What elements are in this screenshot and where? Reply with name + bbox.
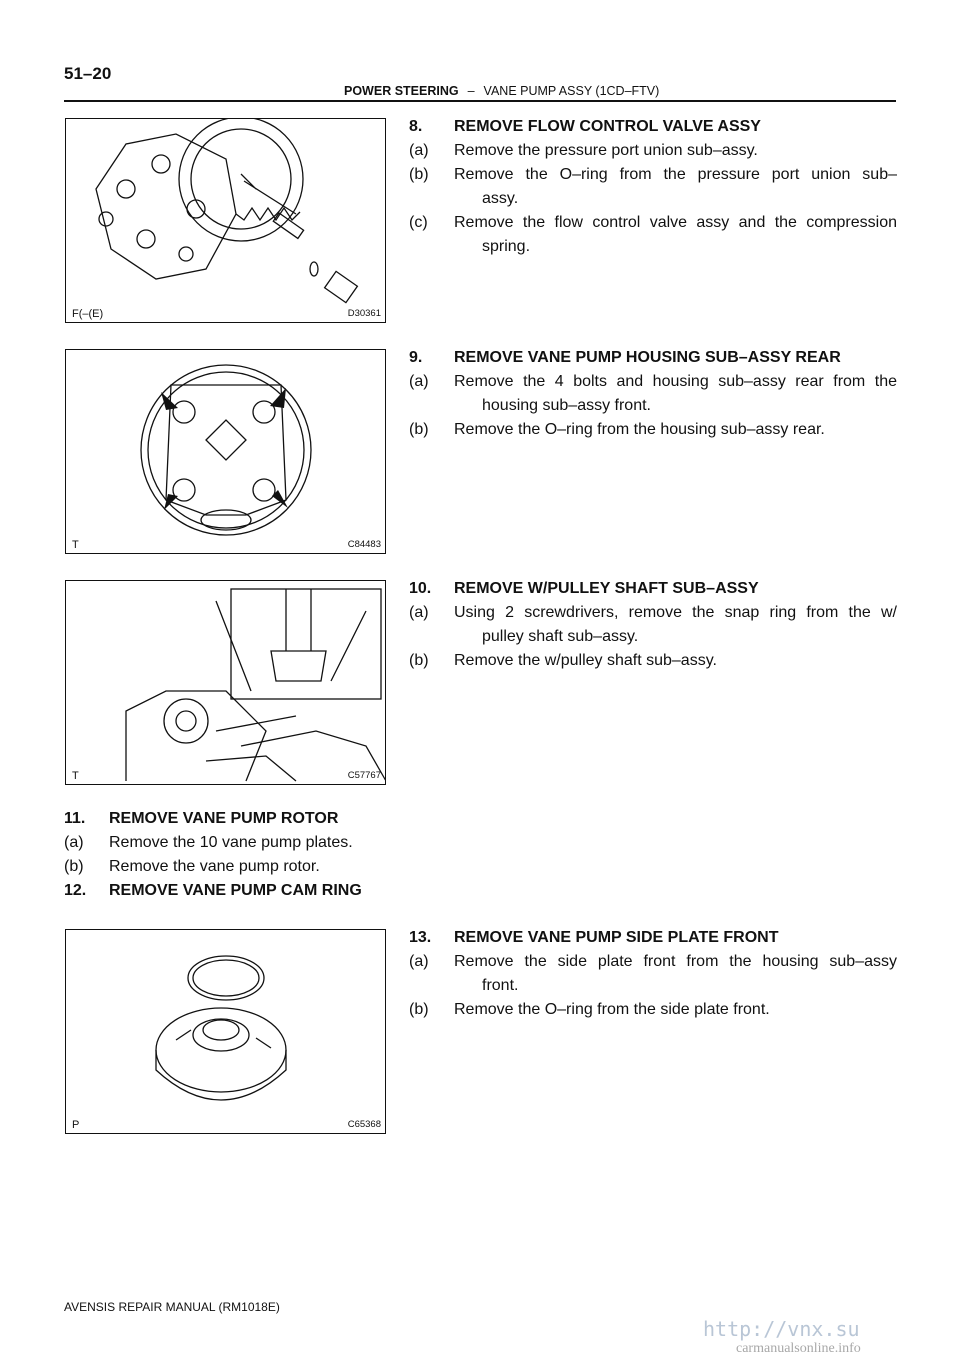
item-label: (b) (64, 858, 84, 875)
item-label: (b) (409, 652, 429, 669)
footer-manual-id: AVENSIS REPAIR MANUAL (RM1018E) (64, 1300, 280, 1314)
step-9 (409, 347, 897, 443)
item-label: (a) (64, 834, 84, 851)
item-text-cont: housing sub–assy front. (482, 397, 651, 414)
figure-code: C84483 (347, 539, 381, 550)
step-number: 10. (409, 580, 432, 597)
page-number: 51–20 (64, 64, 112, 83)
figure-corner-text: T (72, 770, 79, 782)
step-title: REMOVE VANE PUMP CAM RING (109, 882, 362, 899)
step-title: REMOVE VANE PUMP HOUSING SUB–ASSY REAR (454, 349, 841, 366)
item-label: (b) (409, 1001, 429, 1018)
header-subsection: VANE PUMP ASSY (1CD–FTV) (483, 84, 660, 98)
step-11 (64, 808, 394, 904)
figure-corner-text: P (72, 1119, 80, 1131)
step-number: 12. (64, 882, 87, 899)
item-text: Remove the side plate front from the housing sub–assy (454, 953, 897, 970)
side-plate-drawing (66, 930, 386, 1134)
step-title: REMOVE W/PULLEY SHAFT SUB–ASSY (454, 580, 759, 597)
figure-code: C57767 (347, 770, 381, 781)
header-rule (64, 100, 896, 102)
item-text: Remove the w/pulley shaft sub–assy. (454, 652, 717, 669)
step-number: 13. (409, 929, 432, 946)
item-text: Using 2 screwdrivers, remove the snap ring from the w/ (454, 604, 897, 621)
item-text-cont: spring. (482, 238, 531, 255)
item-label: (b) (409, 421, 429, 438)
figure-code: D30361 (347, 308, 381, 319)
figure-housing-rear (65, 349, 386, 554)
figure-side-plate (65, 929, 386, 1134)
item-label: (a) (409, 142, 429, 159)
step-number: 9. (409, 349, 423, 366)
figure-flow-control-valve (65, 118, 386, 323)
item-text: Remove the 10 vane pump plates. (109, 834, 353, 851)
item-label: (b) (409, 166, 429, 183)
pump-exploded-drawing (66, 119, 386, 323)
item-text: Remove the O–ring from the side plate front. (454, 1001, 770, 1018)
item-text: Remove the 4 bolts and housing sub–assy rear from the (454, 373, 897, 390)
header-separator: – (467, 84, 475, 98)
snap-ring-drawing (66, 581, 386, 785)
item-text: Remove the O–ring from the housing sub–assy rear. (454, 421, 825, 438)
step-10 (409, 578, 897, 674)
item-text: Remove the O–ring from the pressure port union sub– (454, 166, 897, 183)
running-header (344, 84, 659, 98)
item-label: (a) (409, 953, 429, 970)
watermark-link[interactable]: http://vnx.su (703, 1317, 860, 1341)
watermark-site: carmanualsonline.info (736, 1341, 861, 1356)
item-text: Remove the flow control valve assy and the compression (454, 214, 897, 231)
step-title: REMOVE VANE PUMP SIDE PLATE FRONT (454, 929, 779, 946)
step-title: REMOVE VANE PUMP ROTOR (109, 810, 339, 827)
step-8 (409, 116, 897, 260)
step-number: 8. (409, 118, 423, 135)
step-title: REMOVE FLOW CONTROL VALVE ASSY (454, 118, 761, 135)
header-section: POWER STEERING (344, 84, 459, 98)
item-label: (c) (409, 214, 428, 231)
figure-corner-text: T (72, 539, 79, 551)
item-text-cont: assy. (482, 190, 519, 207)
item-text-cont: pulley shaft sub–assy. (482, 628, 639, 645)
item-label: (a) (409, 604, 429, 621)
figure-code: C65368 (347, 1119, 381, 1130)
item-text: Remove the vane pump rotor. (109, 858, 320, 875)
housing-rear-drawing (66, 350, 386, 554)
step-13 (409, 927, 897, 1023)
figure-snap-ring (65, 580, 386, 785)
item-text-cont: front. (482, 977, 519, 994)
item-label: (a) (409, 373, 429, 390)
figure-corner-text: F(–(E) (72, 308, 104, 320)
item-text: Remove the pressure port union sub–assy. (454, 142, 758, 159)
step-number: 11. (64, 810, 86, 827)
step-12 (64, 880, 394, 904)
